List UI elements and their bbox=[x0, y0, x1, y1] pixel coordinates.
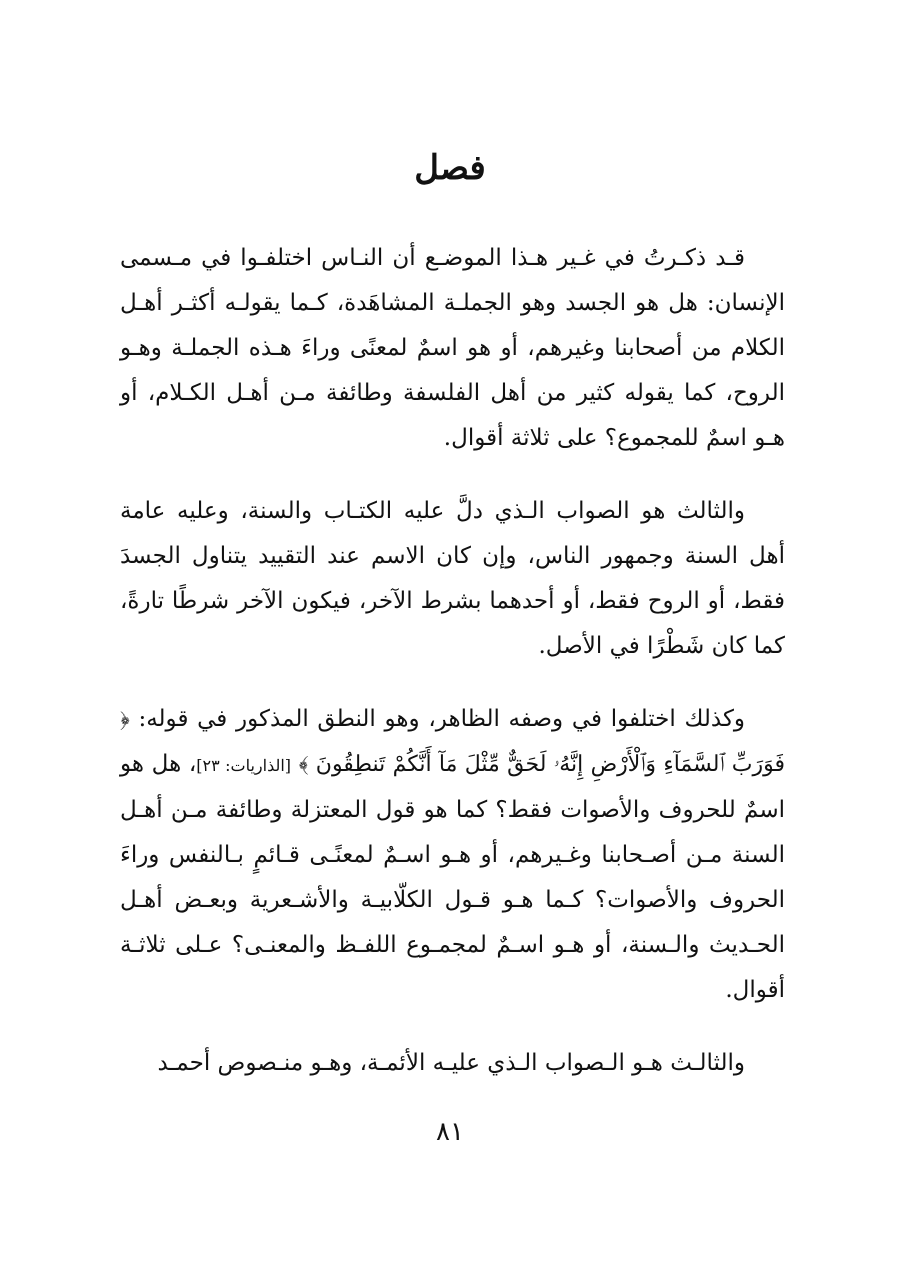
body-text bbox=[120, 236, 785, 1086]
quran-verse: ﴿ فَوَرَبِّ ٱلسَّمَآءِ وَٱلْأَرْضِ إِنَّهُۥ لَحَقٌّ مِّثْلَ مَآ أَنَّكُمْ تَنطِقُونَ ﴾ bbox=[120, 707, 786, 777]
paragraph-3-rest: ، هل هو اسمٌ للحروف والأصوات فقط؟ كما هو قول المعتزلة وطائفة مـن أهـل السنة مـن أصـحابنا وغـيرهم، أو هـو اسـمٌ لمعنًـى قـائمٍ بـالنفس وراءَ الحروف والأصوات؟ كـما هـو قـول الكلّابيـة والأشـعرية وبعـض أهـل الحـديث والـسنة، أو هـو اسـمٌ لمجمـوع اللفـظ والمعنـى؟ عـلى ثلاثـة أقوال. bbox=[120, 751, 785, 1003]
paragraph-3 bbox=[120, 697, 785, 1013]
paragraph-1: قـد ذكـرتُ في غـير هـذا الموضـع أن النـاس اختلفـوا في مـسمى الإنسان: هل هو الجسد وهو الجملـة المشاهَدة، كـما يقولـه أكثـر أهـل الكلام من أصحابنا وغيرهم، أو هو اسمٌ لمعنًى وراءَ هـذه الجملـة وهـو الروح، كما يقوله كثير من أهل الفلسفة وطائفة مـن أهـل الكـلام، أو هـو اسمٌ للمجموع؟ على ثلاثة أقوال. bbox=[120, 245, 785, 451]
page-number: ٨١ bbox=[436, 1117, 464, 1147]
paragraph-3-intro: وكذلك اختلفوا في وصفه الظاهر، وهو النطق المذكور في قوله: bbox=[138, 706, 746, 732]
verse-reference: [الذاريات: ٢٣] bbox=[196, 756, 292, 775]
paragraph-4: والثالـث هـو الـصواب الـذي عليـه الأئمـة، وهـو منـصوص أحمـد bbox=[157, 1050, 745, 1076]
paragraph-2: والثالث هو الصواب الـذي دلَّ عليه الكتـاب والسنة، وعليه عامة أهل السنة وجمهور الناس، وإن كان الاسم عند التقييد يتناول الجسدَ فقط، أو الروح فقط، أو أحدهما بشرط الآخر، فيكون الآخر شرطًا تارةً، كما كان شَطْرًا في الأصل. bbox=[120, 498, 785, 659]
chapter-heading: فصل bbox=[414, 148, 486, 188]
